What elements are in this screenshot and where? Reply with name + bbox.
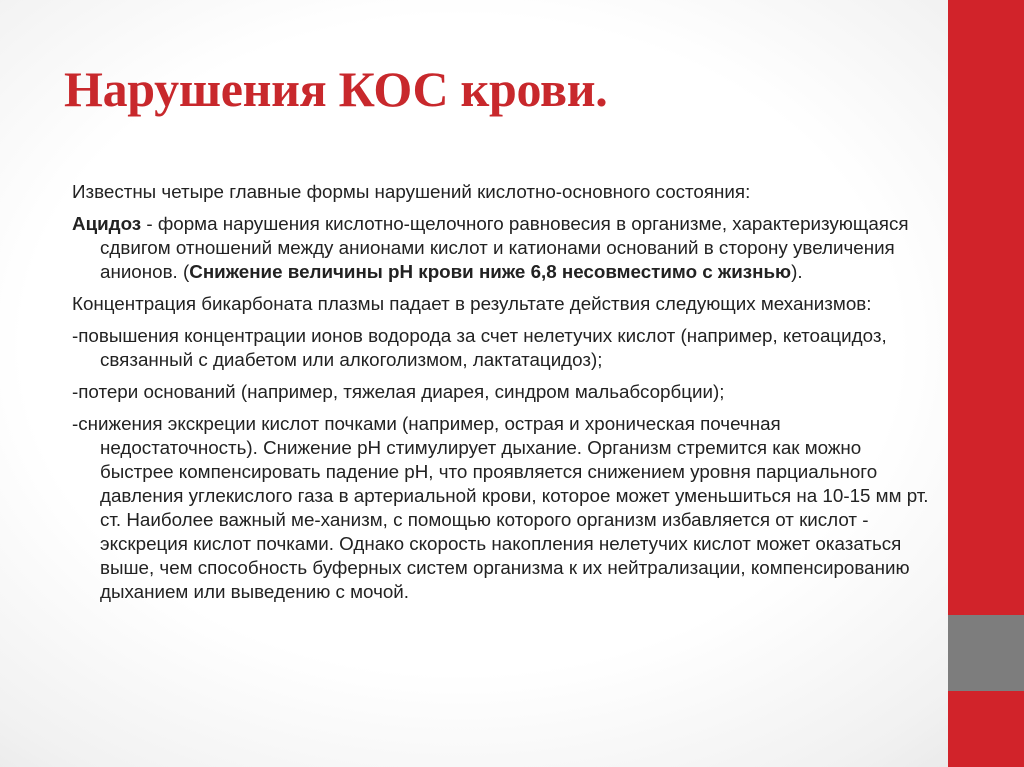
mechanism-item-3: -снижения экскреции кислот почками (например, острая и хроническая почечная недостаточность). Снижение pH стимулирует дыхание. Организм стремится как можно быстрее компенсировать падение pH, что проявляется снижением уровня парциального давления углекислого газа в артериальной крови, которое может уменьшиться на 10-15 мм рт. ст. Наиболее важный ме-ханизм, с помощью которого организм избавляется от кислот - экскреция кислот почками. Однако скорость накопления нелетучих кислот может оказаться выше, чем способность буферных систем организма к их нейтрализации, компенсированию дыханием или выведению с мочой. [72, 413, 929, 602]
slide-title: Нарушения КОС крови. [64, 61, 608, 117]
bicarbonate-paragraph: Концентрация бикарбоната плазмы падает в результате действия следующих механизмов: [72, 293, 872, 314]
mechanism-item-1: -повышения концентрации ионов водорода за счет нелетучих кислот (например, кетоацидоз, связанный с диабетом или алкоголизмом, лактатацидоз); [72, 325, 887, 370]
acidosis-ph-note: Снижение величины pH крови ниже 6,8 несовместимо с жизнью [189, 261, 792, 282]
acidosis-closing: ). [791, 261, 803, 282]
acidosis-term: Ацидоз [72, 213, 142, 234]
intro-paragraph: Известны четыре главные формы нарушений кислотно-основного состояния: [72, 181, 751, 202]
mechanism-item-2: -потери оснований (например, тяжелая диарея, синдром мальабсорбции); [72, 381, 725, 402]
slide-body [72, 180, 932, 612]
acidosis-paragraph [72, 212, 932, 284]
acidosis-definition: - форма нарушения кислотно-щелочного равновесия в организме, характеризующаяся сдвигом отношений между анионами кислот и катионами оснований в сторону увеличения анионов. ( [100, 213, 909, 282]
accent-block-gray [948, 615, 1024, 691]
